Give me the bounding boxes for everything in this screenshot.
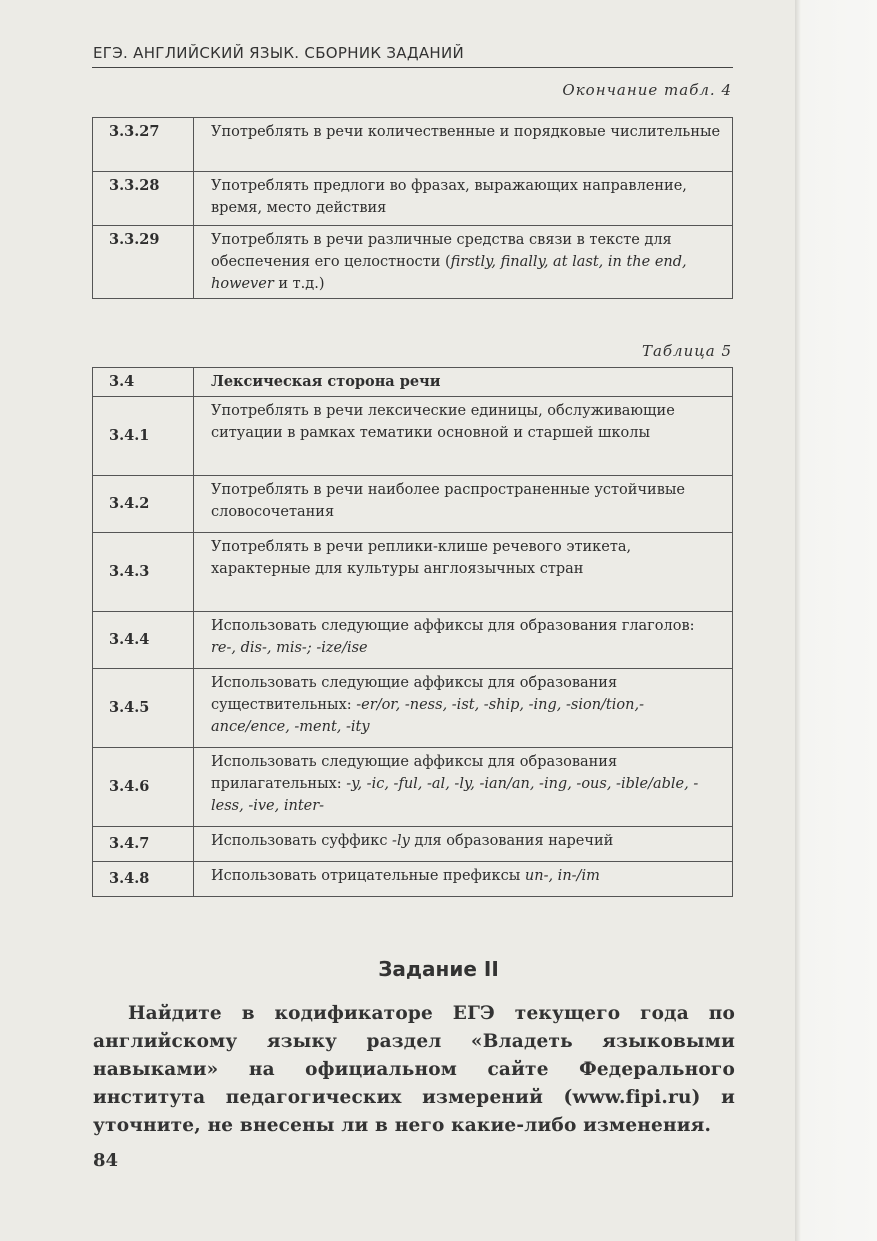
text-fragment: Использовать отрицательные префиксы [211,868,525,884]
text-fragment: Употреблять в речи реплики-клише речевого этикета, характерные для культуры англоязычных стран [211,539,632,577]
table4-caption: Окончание табл. 4 [562,81,732,99]
row-code: 3.4.5 [93,669,194,748]
text-fragment: и т.д.) [273,276,325,292]
italic-term: -y, -ic, -ful, -al, -ly, -ian/an, -ing, -ous, -ible/able, -less, -ive, inter- [211,776,699,814]
header-rule [92,67,733,68]
row-text [194,226,733,299]
row-code: 3.4.3 [93,533,194,612]
italic-term: -ly [392,833,410,849]
text-fragment: Употреблять предлоги во фразах, выражающих направление, время, место действия [211,178,687,216]
row-text [194,612,733,669]
row-text [194,669,733,748]
table-row [93,397,733,476]
row-text [194,862,733,897]
row-text [194,172,733,226]
text-fragment: Использовать следующие аффиксы для образования прилагательных: [211,754,618,792]
row-text: Лексическая сторона речи [194,368,733,397]
table-row [93,226,733,299]
text-fragment: Употреблять в речи наиболее распространенные устойчивые словосочетания [211,482,685,520]
row-code: 3.4.2 [93,476,194,533]
row-code: 3.3.29 [93,226,194,299]
text-fragment: для образования наречий [409,833,614,849]
row-code: 3.4.7 [93,827,194,862]
table-row [93,172,733,226]
italic-term: re-, dis-, mis-; -ize/ise [211,640,368,656]
text-fragment: Употреблять в речи лексические единицы, обслуживающие ситуации в рамках тематики основной и старшей школы [211,403,675,441]
row-code: 3.4 [93,368,194,397]
text-fragment: Использовать суффикс [211,833,393,849]
table-row [93,669,733,748]
table5-caption: Таблица 5 [641,342,732,360]
row-text [194,533,733,612]
italic-term: un-, in-/im [524,868,600,884]
table-row [93,476,733,533]
table-row [93,612,733,669]
table4 [92,117,733,299]
table-row [93,862,733,897]
row-code: 3.4.6 [93,748,194,827]
row-code: 3.3.27 [93,118,194,172]
table-row [93,118,733,172]
row-text [194,748,733,827]
table5-header-row [93,368,733,397]
task-title: Задание II [378,957,499,981]
row-code: 3.3.28 [93,172,194,226]
row-text [194,476,733,533]
running-header: ЕГЭ. АНГЛИЙСКИЙ ЯЗЫК. СБОРНИК ЗАДАНИЙ [93,44,465,62]
row-code: 3.4.1 [93,397,194,476]
row-text [194,827,733,862]
text-fragment: Использовать следующие аффиксы для образования глаголов: [211,618,695,634]
text-fragment: Использовать следующие аффиксы для образования существительных: [211,675,618,713]
task-text: Найдите в кодификаторе ЕГЭ текущего года по английскому языку раздел «Владеть языковыми навыками» на официальном сайте Федерального института педагогических измерений (www.fipi.ru) и уточните, не внесены ли в него какие-либо изменения. [93,1003,735,1136]
table-row [93,533,733,612]
text-fragment: Употреблять в речи различные средства связи в тексте для обеспечения его целостности ( [211,232,672,270]
row-text [194,118,733,172]
row-code: 3.4.4 [93,612,194,669]
italic-term: firstly, finally, at last, in the end, however [211,254,687,292]
row-code: 3.4.8 [93,862,194,897]
table-row [93,748,733,827]
table5 [92,367,733,897]
page-edge [795,0,877,1241]
text-fragment: Употреблять в речи количественные и порядковые числительные [211,124,721,140]
italic-term: -er/or, -ness, -ist, -ship, -ing, -sion/tion,-ance/ence, -ment, -ity [211,697,644,735]
table-row [93,827,733,862]
page-number: 84 [93,1150,119,1171]
row-text [194,397,733,476]
